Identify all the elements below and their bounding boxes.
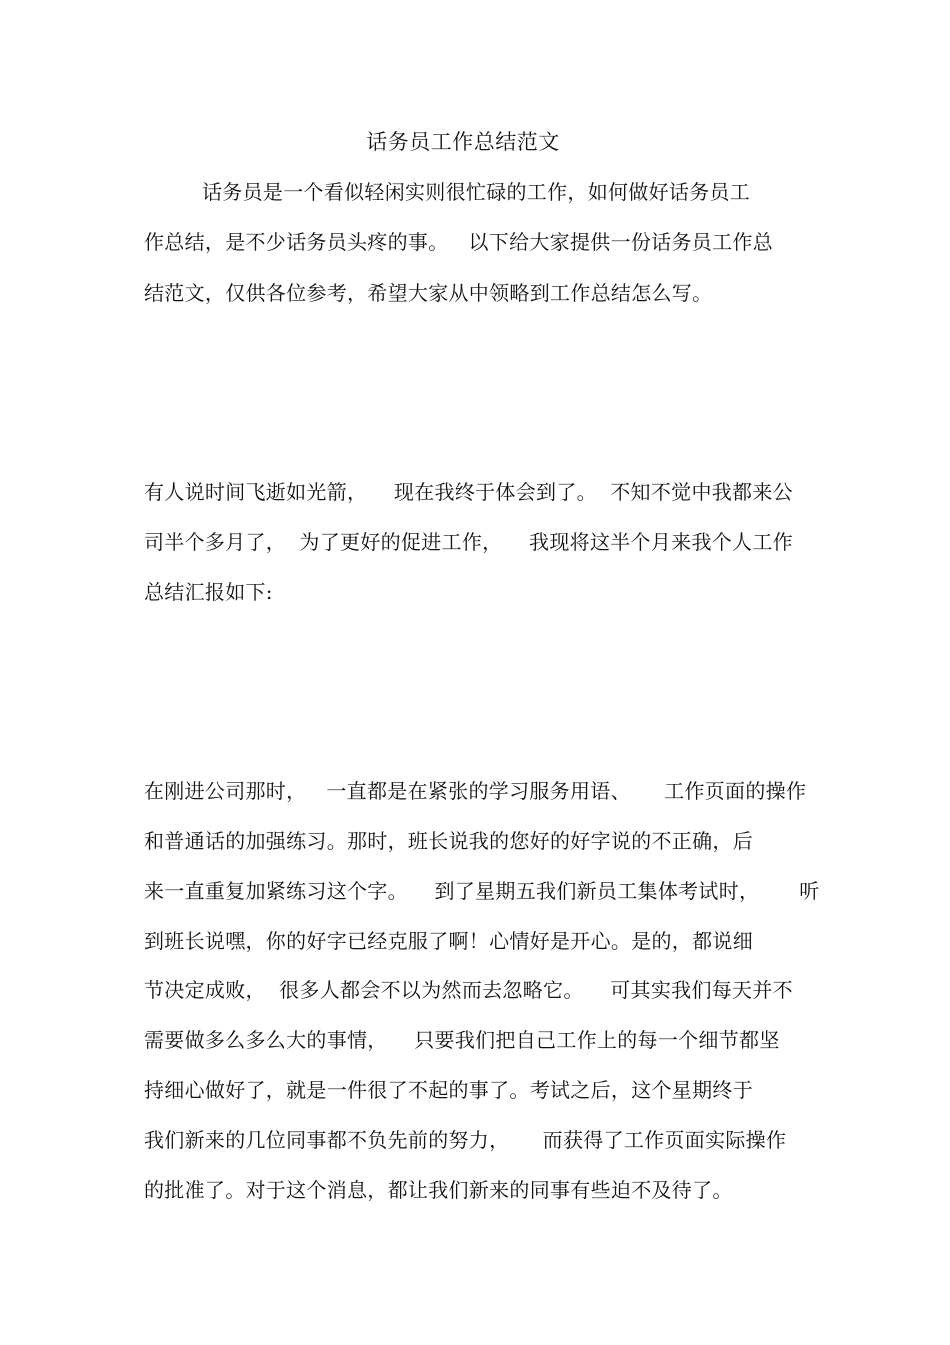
paragraph-line: 持细心做好了，就是一件很了不起的事了。考试之后，这个星期终于 <box>144 1078 753 1102</box>
paragraph-line: 到班长说嘿，你的好字已经克服了啊！心情好是开心。是的，都说细 <box>144 929 753 953</box>
intro-line: 话务员是一个看似轻闲实则很忙碌的工作，如何做好话务员工 <box>202 180 751 204</box>
paragraph-line: 在刚进公司那时， 一直都是在紧张的学习服务用语、 工作页面的操作 <box>144 779 807 803</box>
paragraph-line: 我们新来的几位同事都不负先前的努力， 而获得了工作页面实际操作 <box>144 1128 787 1152</box>
paragraph-line: 节决定成败， 很多人都会不以为然而去忽略它。 可其实我们每天并不 <box>144 978 793 1002</box>
paragraph-line: 总结汇报如下: <box>144 580 273 604</box>
paragraph-line: 和普通话的加强练习。那时，班长说我的您好的好字说的不正确，后 <box>144 829 753 853</box>
paragraph-line: 的批准了。对于这个消息，都让我们新来的同事有些迫不及待了。 <box>144 1178 733 1202</box>
intro-line: 结范文，仅供各位参考，希望大家从中领略到工作总结怎么写。 <box>144 281 713 305</box>
paragraph-line: 来一直重复加紧练习这个字。 到了星期五我们新员工集体考试时， 听 <box>144 879 820 903</box>
intro-line: 作总结，是不少话务员头疼的事。 以下给大家提供一份话务员工作总 <box>144 230 773 254</box>
paragraph-line: 司半个多月了， 为了更好的促进工作， 我现将这半个月来我个人工作 <box>144 530 793 554</box>
document-title: 话务员工作总结范文 <box>366 130 560 154</box>
paragraph-line: 需要做多么多么大的事情， 只要我们把自己工作上的每一个细节都坚 <box>144 1028 780 1052</box>
paragraph-line: 有人说时间飞逝如光箭， 现在我终于体会到了。 不知不觉中我都来公 <box>144 480 793 504</box>
